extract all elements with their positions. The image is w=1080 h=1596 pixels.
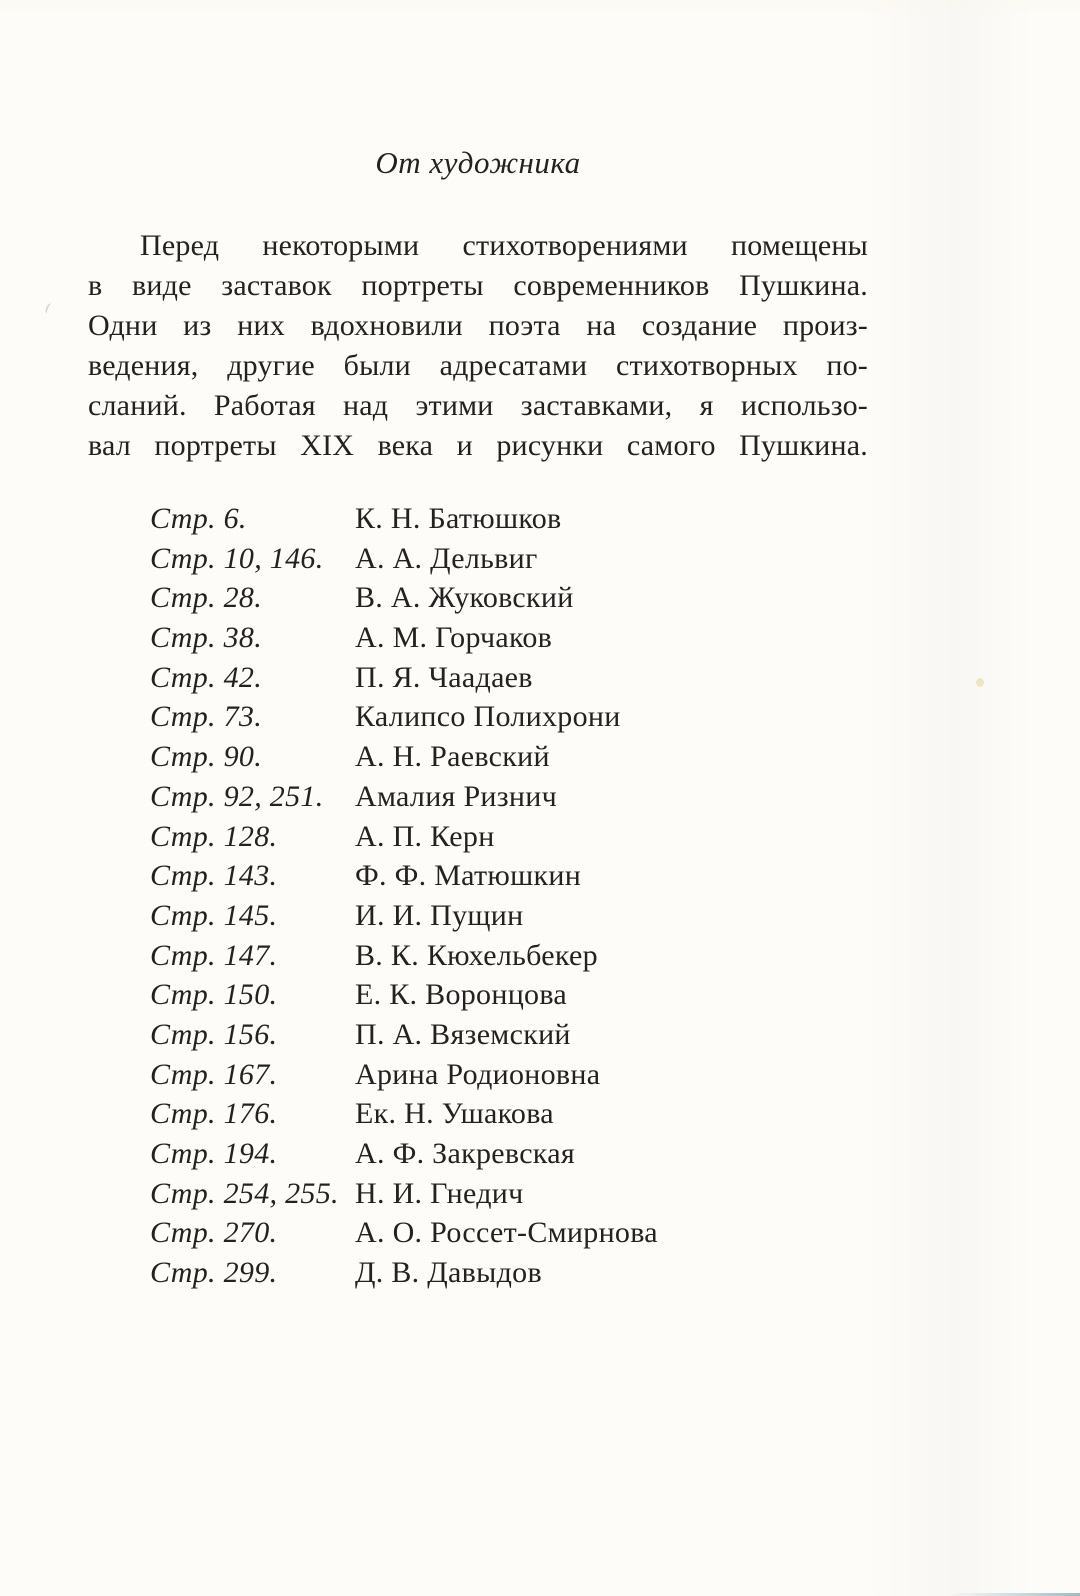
page-ref: Стр. 143.	[150, 859, 278, 893]
list-row	[150, 737, 790, 777]
paragraph-line: ведения, другие были адресатами стихотворных по-	[88, 349, 868, 382]
list-row	[150, 1213, 790, 1253]
paragraph-line: Одни из них вдохновили поэта на создание произ-	[88, 309, 868, 342]
list-row	[150, 1094, 790, 1134]
person-name: Ф. Ф. Матюшкин	[355, 859, 582, 893]
page-ref: Стр. 90.	[150, 740, 262, 774]
page-ref: Стр. 38.	[150, 621, 262, 655]
scan-speck-artifact	[44, 302, 54, 315]
person-name: А. П. Керн	[355, 819, 495, 853]
person-name: Калипсо Полихрони	[355, 700, 621, 734]
page-ref: Стр. 194.	[150, 1137, 278, 1170]
person-name: А. Ф. Закревская	[355, 1137, 575, 1170]
person-name: Амалия Ризнич	[355, 779, 558, 813]
person-name: Арина Родионовна	[355, 1057, 601, 1091]
person-name: П. Я. Чаадаев	[355, 660, 533, 694]
intro-paragraph	[88, 226, 868, 466]
page-ref: Стр. 254, 255.	[150, 1176, 339, 1210]
page-ref: Стр. 270.	[150, 1216, 278, 1250]
person-name: В. К. Кюхельбекер	[355, 938, 598, 972]
page-ref: Стр. 73.	[150, 700, 262, 734]
page-ref: Стр. 176.	[150, 1097, 278, 1131]
page-ref: Стр. 128.	[150, 819, 278, 853]
page-ref: Стр. 42.	[150, 660, 262, 694]
list-row	[150, 817, 790, 857]
person-name: А. А. Дельвиг	[355, 541, 538, 575]
page-ref: Стр. 10, 146.	[150, 541, 324, 575]
list-row	[150, 1055, 790, 1095]
list-row	[150, 1015, 790, 1055]
list-row	[150, 658, 790, 698]
page-ref: Стр. 92, 251.	[150, 779, 324, 813]
list-row	[150, 618, 790, 658]
list-row	[150, 975, 790, 1015]
person-name: А. Н. Раевский	[355, 740, 550, 774]
page-title: От художника	[375, 145, 581, 180]
paragraph-line: вал портреты XIX века и рисунки самого Пушкина.	[88, 429, 868, 462]
list-row	[150, 1174, 790, 1214]
list-row	[150, 578, 790, 618]
portrait-index-list	[150, 499, 790, 1293]
person-name: И. И. Пущин	[355, 898, 524, 932]
person-name: П. А. Вяземский	[355, 1017, 571, 1051]
list-row	[150, 896, 790, 936]
person-name: Ек. Н. Ушакова	[355, 1097, 554, 1131]
person-name: В. А. Жуковский	[355, 581, 574, 615]
person-name: Н. И. Гнедич	[355, 1176, 524, 1210]
list-row	[150, 936, 790, 976]
list-row	[150, 697, 790, 737]
page-ref: Стр. 147.	[150, 938, 278, 972]
page-ref: Стр. 156.	[150, 1017, 278, 1051]
person-name: Е. К. Воронцова	[355, 978, 568, 1012]
page-ref: Стр. 145.	[150, 898, 278, 932]
list-row	[150, 856, 790, 896]
paragraph-line: сланий. Работая над этими заставками, я использо-	[88, 389, 868, 422]
list-row	[150, 539, 790, 579]
list-row	[150, 499, 790, 539]
page-ref: Стр. 6.	[150, 502, 247, 535]
page-ref: Стр. 299.	[150, 1256, 278, 1290]
list-row	[150, 777, 790, 817]
page-ref: Стр. 150.	[150, 978, 278, 1012]
page-ref: Стр. 167.	[150, 1057, 278, 1091]
page-ref: Стр. 28.	[150, 581, 262, 615]
list-row	[150, 1253, 790, 1293]
person-name: Д. В. Давыдов	[355, 1256, 542, 1290]
person-name: А. О. Россет-Смирнова	[355, 1216, 658, 1250]
paragraph-line: Перед некоторыми стихотворениями помещены	[140, 229, 868, 262]
paragraph-line: в виде заставок портреты современников Пушкина.	[88, 269, 868, 302]
person-name: А. М. Горчаков	[355, 621, 553, 655]
list-row	[150, 1134, 790, 1174]
person-name: К. Н. Батюшков	[355, 502, 562, 535]
scan-speck-artifact	[976, 678, 984, 687]
